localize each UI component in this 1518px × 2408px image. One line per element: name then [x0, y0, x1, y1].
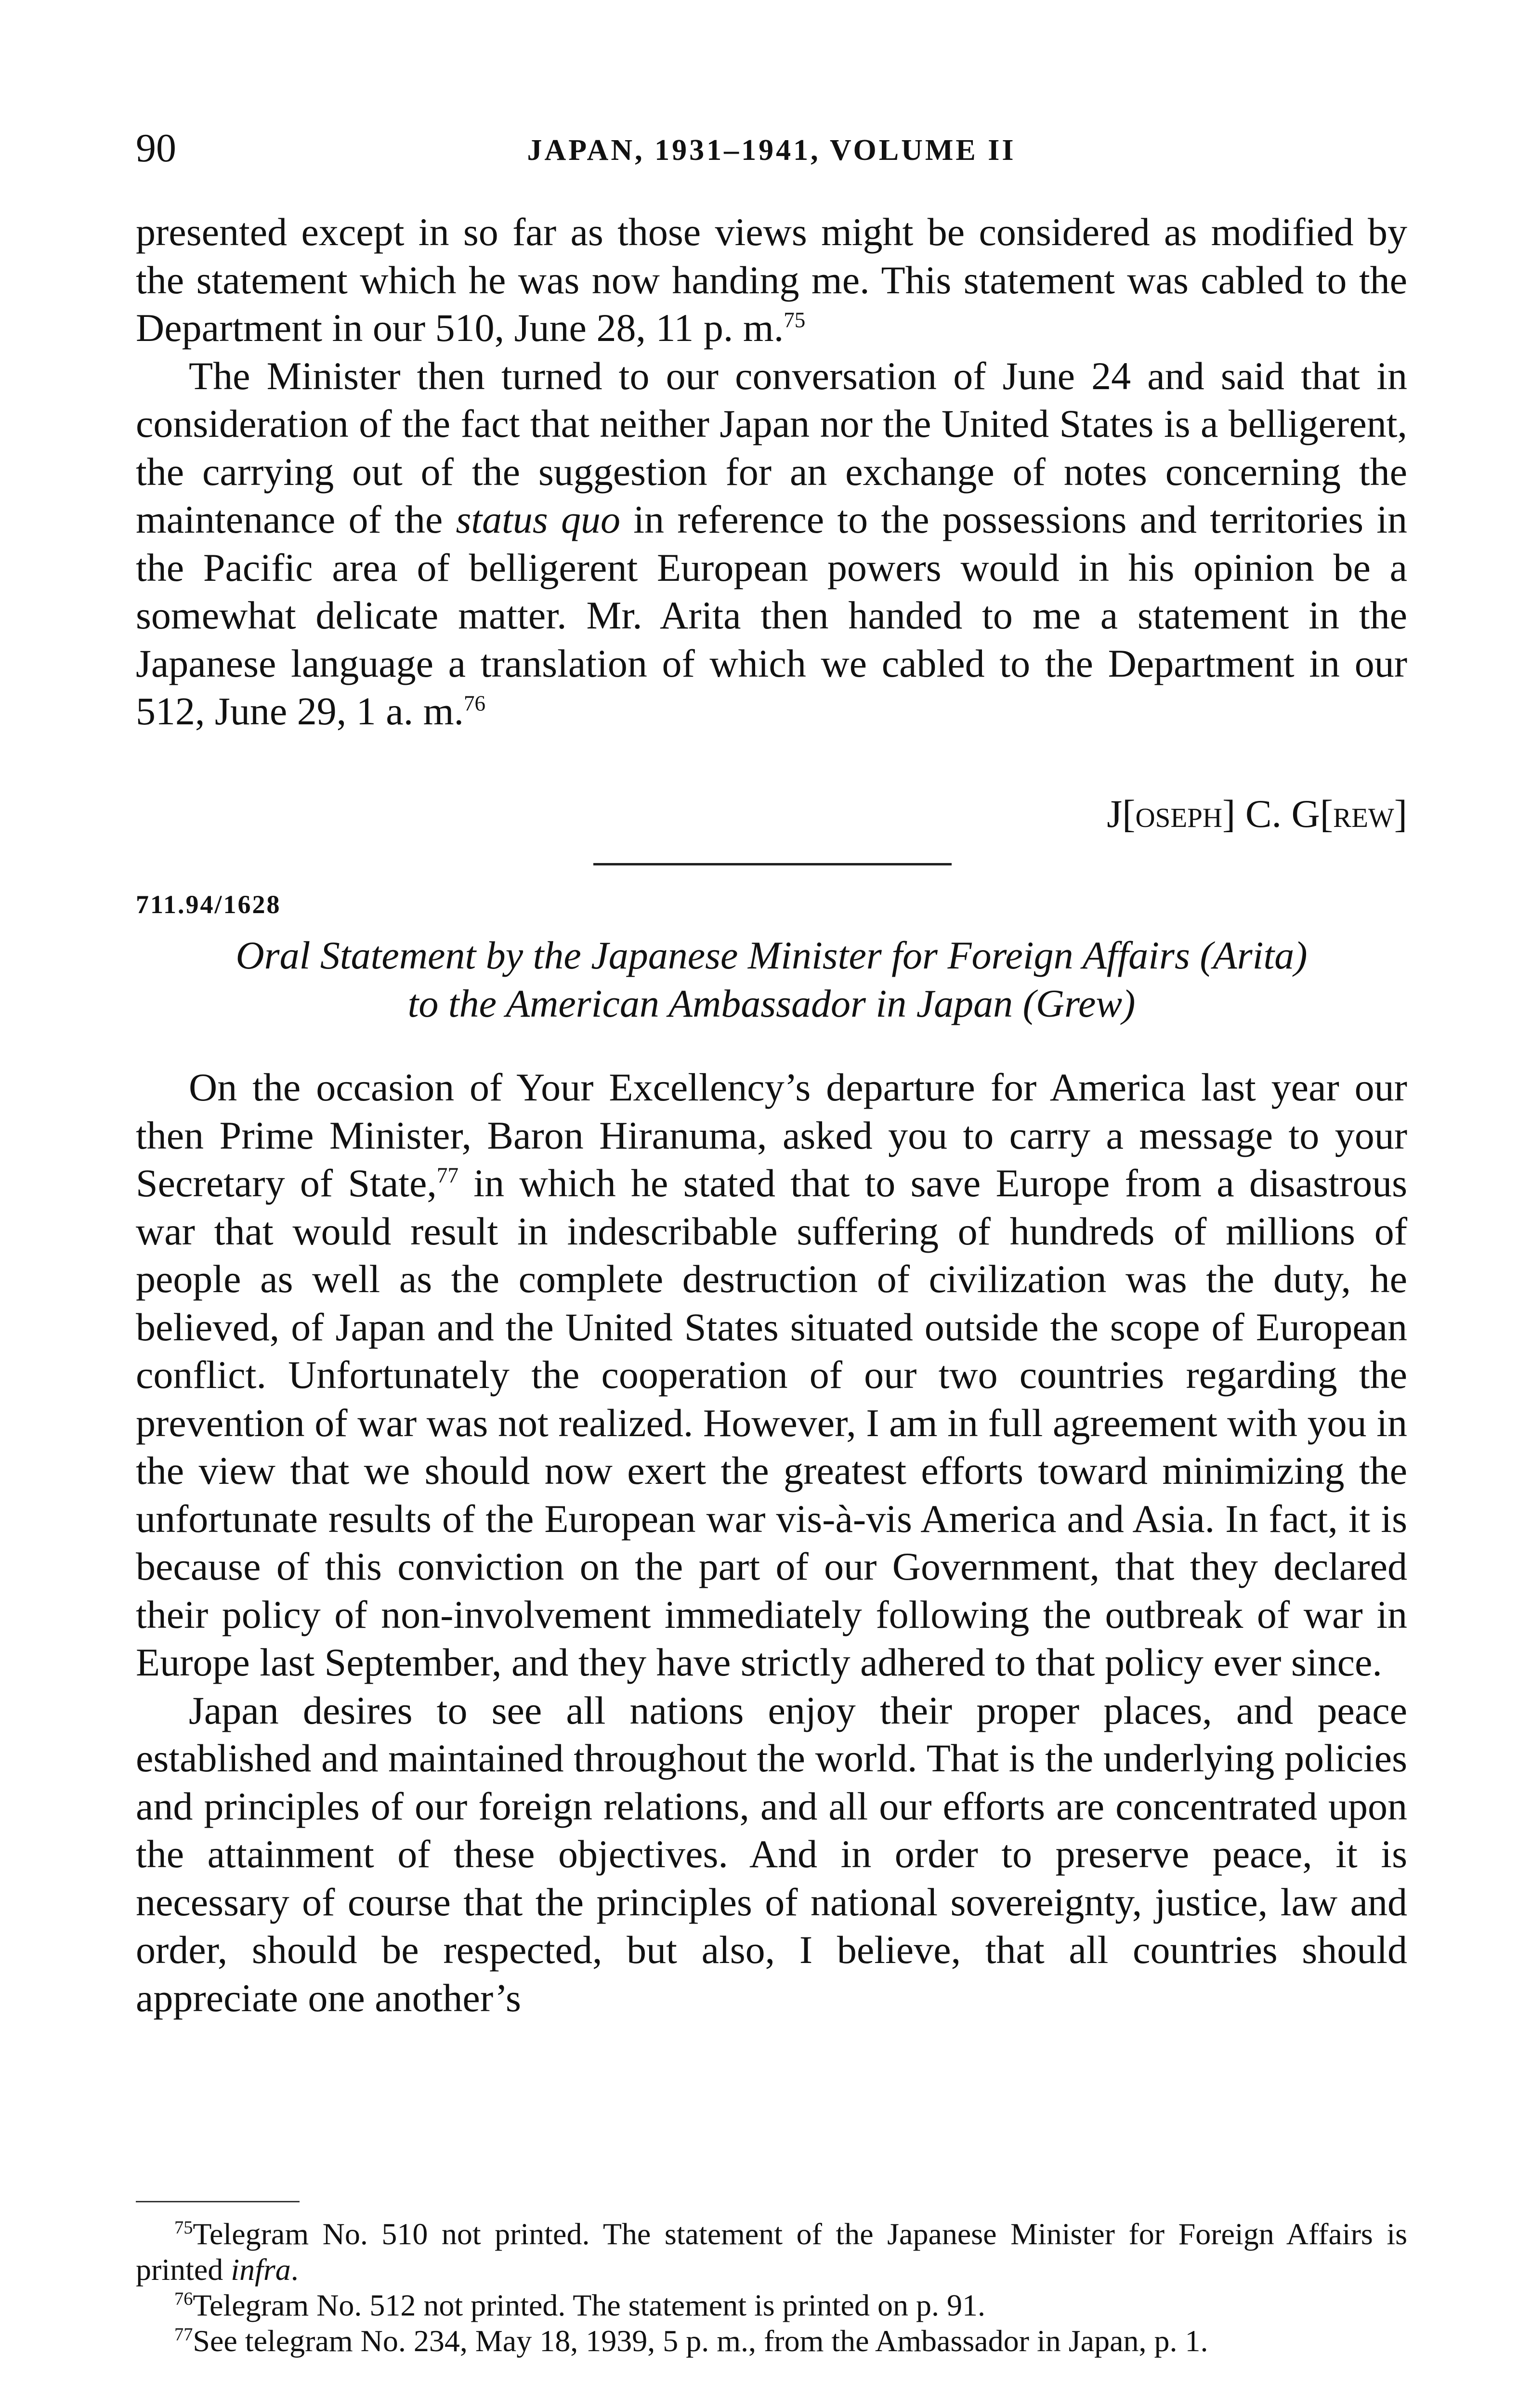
footnote-text: Telegram No. 510 not printed. The statement of the Japanese Minister for Foreign Affairs is printed — [136, 2217, 1407, 2287]
footnotes — [136, 2216, 1407, 2359]
signature-last-rest: rew — [1333, 792, 1394, 836]
statement-paragraph-2: Japan desires to see all nations enjoy their proper places, and peace established and maintained throughout the world. That is the underlying policies and principles of our foreign relations, and all our efforts are concentrated upon the attainment of these objectives. And in order to preserve peace, it is necessary of course that the principles of national sovereignty, justice, law and order, should be respected, but also, I believe, that all countries should appreciate one another’s — [136, 1688, 1407, 2020]
footnote-divider — [136, 2201, 300, 2202]
running-head: JAPAN, 1931–1941, VOLUME II — [527, 134, 1016, 167]
continuation-paragraph — [136, 208, 1407, 352]
footnote-text: Telegram No. 512 not printed. The statement is printed on p. 91. — [193, 2288, 985, 2322]
paragraph-text-part: in which he stated that to save Europe from a disastrous war that would result in indescribable suffering of hundreds of millions of people as well as the complete destruction of civilization was the duty, he believed, of Japan and the United States situated outside the scope of European conflict. Unfortunately the cooperation of our two countries regarding the prevention of war was not realized. However, I am in full agreement with you in the view that we should now exert the greatest efforts toward minimizing the unfortunate results of the European war vis-à-vis America and Asia. In fact, it is because of this conviction on the part of our Government, that they declared their policy of non-involvement immediately following the outbreak of war in Europe last September, and they have strictly adhered to that policy ever since. — [136, 1161, 1407, 1684]
paragraph-text-part: On the occasion of Your Excellency’s departure for America last year our then Prime Minister, Baron Hiranuma, asked you to carry a message to your Secretary of State, — [136, 1065, 1407, 1205]
footnote-mark: 76 — [174, 2289, 193, 2309]
document-title-line-2: to the American Ambassador in Japan (Grew) — [407, 982, 1136, 1025]
footnote-ref-77[interactable]: 77 — [436, 1163, 459, 1188]
file-number: 711.94/1628 — [136, 890, 281, 919]
footnote-mark: 75 — [174, 2217, 193, 2238]
footnote-mark: 77 — [174, 2324, 193, 2345]
signature: J[oseph] C. G[rew] — [1107, 792, 1407, 836]
page-header — [136, 124, 1407, 177]
footnote-text: See telegram No. 234, May 18, 1939, 5 p. m., from the Ambassador in Japan, p. 1. — [193, 2324, 1208, 2358]
footnote-italic: infra — [231, 2252, 291, 2287]
footnote-76 — [136, 2288, 1407, 2323]
signature-last-initial: G — [1291, 792, 1320, 836]
footnote-77 — [136, 2323, 1407, 2359]
footnote-ref-75[interactable]: 75 — [784, 308, 806, 332]
footnote-text: . — [290, 2252, 299, 2287]
signature-first-rest: oseph — [1135, 792, 1222, 836]
continuation-paragraph-text: presented except in so far as those views might be considered as modified by the statement which he was now handing me. This statement was cabled to the Department in our 510, June 28, 11 p. m. — [136, 210, 1407, 350]
footnote-ref-76[interactable]: 76 — [463, 691, 486, 716]
document-title-line-1: Oral Statement by the Japanese Minister for Foreign Affairs (Arita) — [236, 933, 1308, 977]
continuation-text — [136, 208, 1407, 735]
document-title — [136, 931, 1407, 1028]
oral-statement-body — [136, 1063, 1407, 2022]
page-number: 90 — [136, 126, 176, 170]
paragraph-text-part: The Minister then turned to our conversation of June 24 and said that in consideration of the fact that neither Japan nor the United States is a belligerent, the carrying out of the suggestion for an exchange of notes concerning the maintenance of the — [136, 353, 1407, 541]
section-divider — [593, 863, 952, 865]
signature-first-initial: J — [1107, 792, 1123, 836]
paragraph-text-part: in reference to the possessions and territories in the Pacific area of belligerent European powers would in his opinion be a somewhat delicate matter. Mr. Arita then handed to me a statement in the Japanese language a translation of which we cabled to the Department in our 512, June 29, 1 a. m. — [136, 497, 1407, 733]
statement-paragraph-1 — [136, 1063, 1407, 1687]
minister-conversation-paragraph — [136, 352, 1407, 735]
footnote-75 — [136, 2216, 1407, 2288]
signature-middle: C. — [1245, 792, 1282, 836]
status-quo-italic: status quo — [456, 497, 621, 541]
